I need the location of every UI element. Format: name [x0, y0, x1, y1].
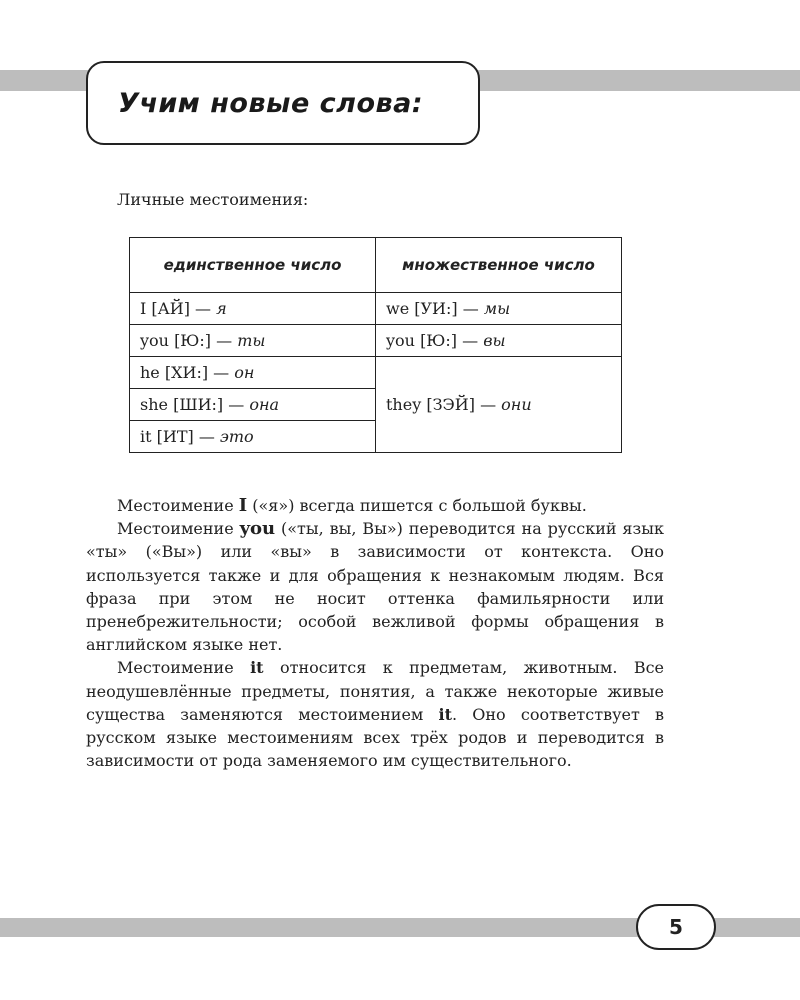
page-title: Учим новые слова: [118, 87, 424, 119]
section-subtitle: Личные местоимения: [117, 190, 309, 209]
table-cell: you [Ю:] — ты [130, 325, 376, 357]
paragraph: Местоимение it относится к предметам, животным. Все неодушевлённые предметы, понятия, а также некоторые живые существа заменяются местоимением it. Оно соответствует в русском языке местоимениям всех трёх родов и переводится в зависимости от рода заменяемого им существительного. [86, 658, 664, 771]
table-cell: we [УИ:] — мы [376, 293, 622, 325]
paragraph: Местоимение I («я») всегда пишется с большой буквы. [117, 495, 587, 516]
pronouns-table [129, 237, 622, 453]
title-box [86, 61, 480, 145]
paragraph: Местоимение you («ты, вы, Вы») переводится на русский язык «ты» («Вы») или «вы» в зависимости от контекста. Оно используется также и для обращения к незнакомым людям. Вся фраза при этом не носит оттенка фамильярности или пренебрежительности; особой вежливой формы обращения в английском языке нет. [86, 518, 664, 655]
table-cell: she [ШИ:] — она [130, 389, 376, 421]
table-row [130, 325, 622, 357]
table-cell: it [ИТ] — это [130, 421, 376, 453]
table-cell: you [Ю:] — вы [376, 325, 622, 357]
table-header-row [130, 238, 622, 293]
column-header-plural: множественное число [376, 238, 622, 293]
table-cell: I [АЙ] — я [130, 293, 376, 325]
column-header-singular: единственное число [130, 238, 376, 293]
page-number: 5 [636, 904, 716, 950]
table-row [130, 357, 622, 389]
table-cell-merged: they [ЗЭЙ] — они [376, 357, 622, 453]
table-cell: he [ХИ:] — он [130, 357, 376, 389]
body-text [86, 494, 664, 772]
table-row [130, 293, 622, 325]
